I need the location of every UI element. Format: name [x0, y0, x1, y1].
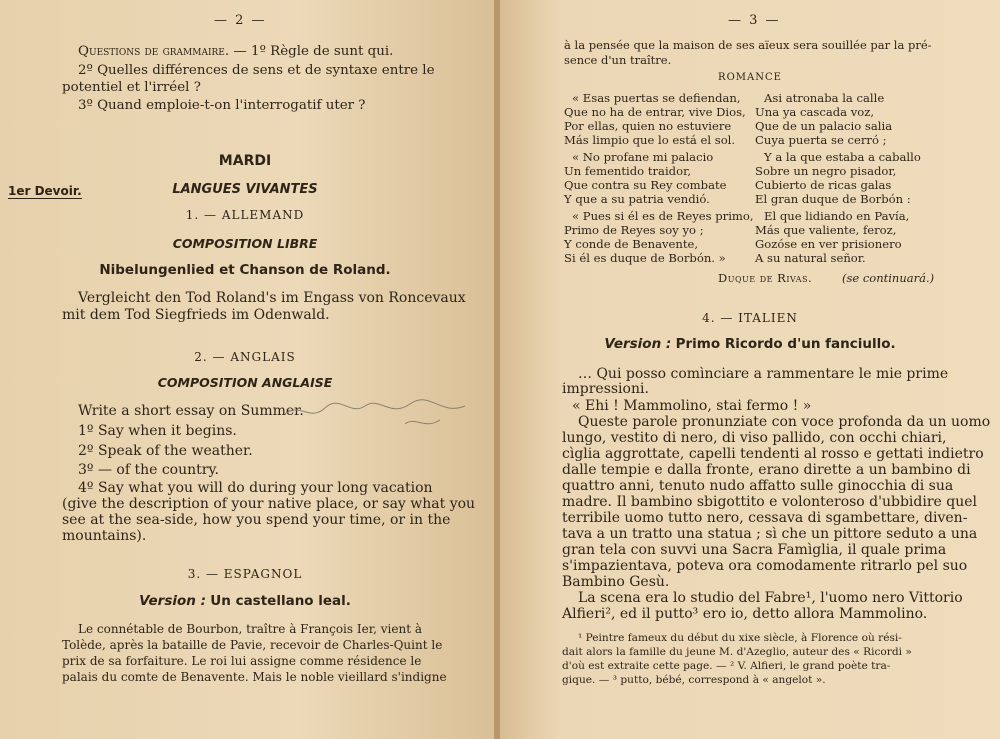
italien-line-2: impressioni.	[562, 381, 649, 397]
anglais-subheading: COMPOSITION ANGLAISE	[157, 375, 333, 390]
intro-line-2: sence d'un traître.	[564, 53, 672, 67]
handwritten-pencil-note	[280, 394, 480, 434]
poem-left-9: « Pues si él es de Reyes primo,	[572, 209, 754, 223]
anglais-line-6: (give the description of your native place, or say what you	[62, 496, 476, 512]
italien-line-10: terribile uomo tutto nero, cessava di sgambettare, diven-	[562, 510, 968, 526]
italien-line-3: « Ehi ! Mammolino, stai fermo ! »	[572, 398, 812, 414]
italien-line-1: … Qui posso comìnciare a rammentare le mie prime	[578, 366, 949, 382]
poem-right-5: Y a la que estaba a caballo	[764, 150, 921, 164]
italien-version-label: Version :	[604, 336, 672, 352]
poem-right-6: Sobre un negro pisador,	[755, 164, 897, 178]
italien-title-line	[580, 336, 920, 352]
grammar-question-1: — 1º Règle de sunt qui.	[233, 44, 394, 59]
anglais-line-7: see at the sea-side, how you spend your time, or in the	[62, 512, 451, 528]
italien-line-11: tava a un tratto una statua ; sì che un pittore seduto a una	[562, 526, 978, 542]
espagnol-line-4: palais du comte de Benavente. Mais le noble vieillard s'indigne	[62, 670, 447, 684]
poem-author: Duque de Rivas.	[718, 271, 813, 285]
espagnol-version-label: Version :	[139, 593, 206, 609]
italien-line-6: cìglia aggrottate, capelli tendenti al rosso e gettati indietro	[562, 446, 984, 462]
allemand-subheading: COMPOSITION LIBRE	[172, 236, 318, 251]
footnote-line-1: ¹ Peintre fameux du début du xixe siècle, à Florence où rési-	[578, 632, 902, 644]
italien-line-13: s'impazientava, poteva ora comodamente ritrarlo pel suo	[562, 558, 968, 574]
anglais-line-3: 2º Speak of the weather.	[78, 443, 253, 459]
poem-left-5: « No profane mi palacio	[572, 150, 714, 164]
poem-left-4: Más limpio que lo está el sol.	[564, 133, 736, 147]
romance-title: ROMANCE	[718, 72, 782, 83]
poem-right-12: A su natural señor.	[755, 251, 866, 265]
espagnol-title: Un castellano leal.	[210, 593, 351, 609]
day-heading: MARDI	[218, 153, 272, 169]
poem-left-10: Primo de Reyes soy yo ;	[564, 223, 704, 237]
anglais-line-5: 4º Say what you will do during your long vacation	[78, 480, 433, 496]
anglais-heading: 2. — ANGLAIS	[194, 350, 296, 364]
page-number-left: — 2 —	[214, 13, 267, 28]
poem-right-2: Una ya cascada voz,	[755, 105, 875, 119]
anglais-line-1: Write a short essay on Summer.	[78, 403, 304, 419]
grammar-questions-label: Questions de grammaire.	[78, 44, 230, 59]
intro-line-1: à la pensée que la maison de ses aïeux sera souillée par la pré-	[564, 38, 932, 52]
grammar-question-2b: potentiel et l'irréel ?	[62, 80, 201, 95]
margin-note-devoir: 1er Devoir.	[8, 184, 82, 198]
allemand-title: Nibelungenlied et Chanson de Roland.	[99, 262, 391, 278]
espagnol-line-3: prix de sa forfaiture. Le roi lui assigne comme résidence le	[62, 654, 422, 668]
italien-line-15: La scena era lo studio del Fabre¹, l'uomo nero Vittorio	[578, 590, 963, 606]
poem-right-7: Cubierto de ricas galas	[755, 178, 892, 192]
grammar-question-3: 3º Quand emploie-t-on l'interrogatif uter ?	[78, 98, 366, 113]
poem-left-3: Por ellas, quien no estuviere	[564, 119, 732, 133]
poem-right-4: Cuya puerta se cerró ;	[755, 133, 887, 147]
poem-left-1: « Esas puertas se defiendan,	[572, 91, 741, 105]
poem-continue-note: (se continuará.)	[842, 271, 935, 285]
allemand-heading: 1. — ALLEMAND	[185, 208, 305, 222]
poem-right-11: Gozóse en ver prisionero	[755, 237, 902, 251]
italien-line-14: Bambino Gesù.	[562, 574, 670, 590]
italien-line-9: madre. Il bambino sbigottito e volonteroso d'ubbidire quel	[562, 494, 978, 510]
section-heading: LANGUES VIVANTES	[172, 182, 318, 197]
poem-left-8: Y que a su patria vendió.	[564, 192, 710, 206]
allemand-text-line1: Vergleicht den Tod Roland's im Engass von Roncevaux	[78, 290, 466, 306]
poem-right-9: El que lidiando en Pavía,	[764, 209, 910, 223]
right-page	[500, 0, 1000, 739]
page-number-right: — 3 —	[728, 13, 781, 28]
italien-line-12: gran tela con suvvi una Sacra Famìglia, il quale prima	[562, 542, 947, 558]
poem-right-10: Más que valiente, feroz,	[755, 223, 897, 237]
italien-heading: 4. — ITALIEN	[702, 311, 798, 325]
anglais-line-2: 1º Say when it begins.	[78, 423, 237, 439]
anglais-line-8: mountains).	[62, 528, 147, 544]
espagnol-line-1: Le connétable de Bourbon, traître à François Ier, vient à	[78, 622, 422, 636]
left-page	[0, 0, 496, 739]
poem-left-12: Si él es duque de Borbón. »	[564, 251, 726, 265]
espagnol-line-2: Tolède, après la bataille de Pavie, recevoir de Charles-Quint le	[62, 638, 443, 652]
poem-left-6: Un fementido traidor,	[564, 164, 692, 178]
grammar-questions-line1	[78, 42, 393, 62]
espagnol-heading: 3. — ESPAGNOL	[187, 567, 303, 581]
espagnol-title-line	[110, 593, 380, 609]
italien-line-4: Queste parole pronunziate con voce profonda da un uomo	[578, 414, 991, 430]
poem-left-11: Y conde de Benavente,	[564, 237, 699, 251]
italien-line-7: dalle tempie e dalla fronte, erano dirette a un bambino di	[562, 462, 971, 478]
poem-right-3: Que de un palacio salia	[755, 119, 893, 133]
italien-title: Primo Ricordo d'un fanciullo.	[675, 336, 896, 352]
allemand-text-line2: mit dem Tod Siegfrieds im Odenwald.	[62, 307, 330, 323]
italien-line-8: quattro anni, tenuto nudo affatto sulle ginocchia di sua	[562, 478, 954, 494]
anglais-line-4: 3º — of the country.	[78, 462, 219, 478]
footnote-line-4: gique. — ³ putto, bébé, correspond à « angelot ».	[562, 674, 826, 686]
footnote-line-2: dait alors la famille du jeune M. d'Azeglio, auteur des « Ricordi »	[562, 646, 912, 658]
footnote-line-3: d'où est extraite cette page. — ² V. Alfieri, le grand poète tra-	[562, 660, 891, 672]
poem-right-1: Asi atronaba la calle	[764, 91, 885, 105]
poem-left-7: Que contra su Rey combate	[564, 178, 727, 192]
grammar-question-2a: 2º Quelles différences de sens et de syntaxe entre le	[78, 63, 435, 78]
italien-line-16: Alfieri², ed il putto³ ero io, detto allora Mammolino.	[562, 606, 928, 622]
poem-right-8: El gran duque de Borbón :	[755, 192, 911, 206]
italien-line-5: lungo, vestito di nero, di viso pallido, con occhi chiari,	[562, 430, 947, 446]
poem-left-2: Que no ha de entrar, vive Dios,	[564, 105, 746, 119]
